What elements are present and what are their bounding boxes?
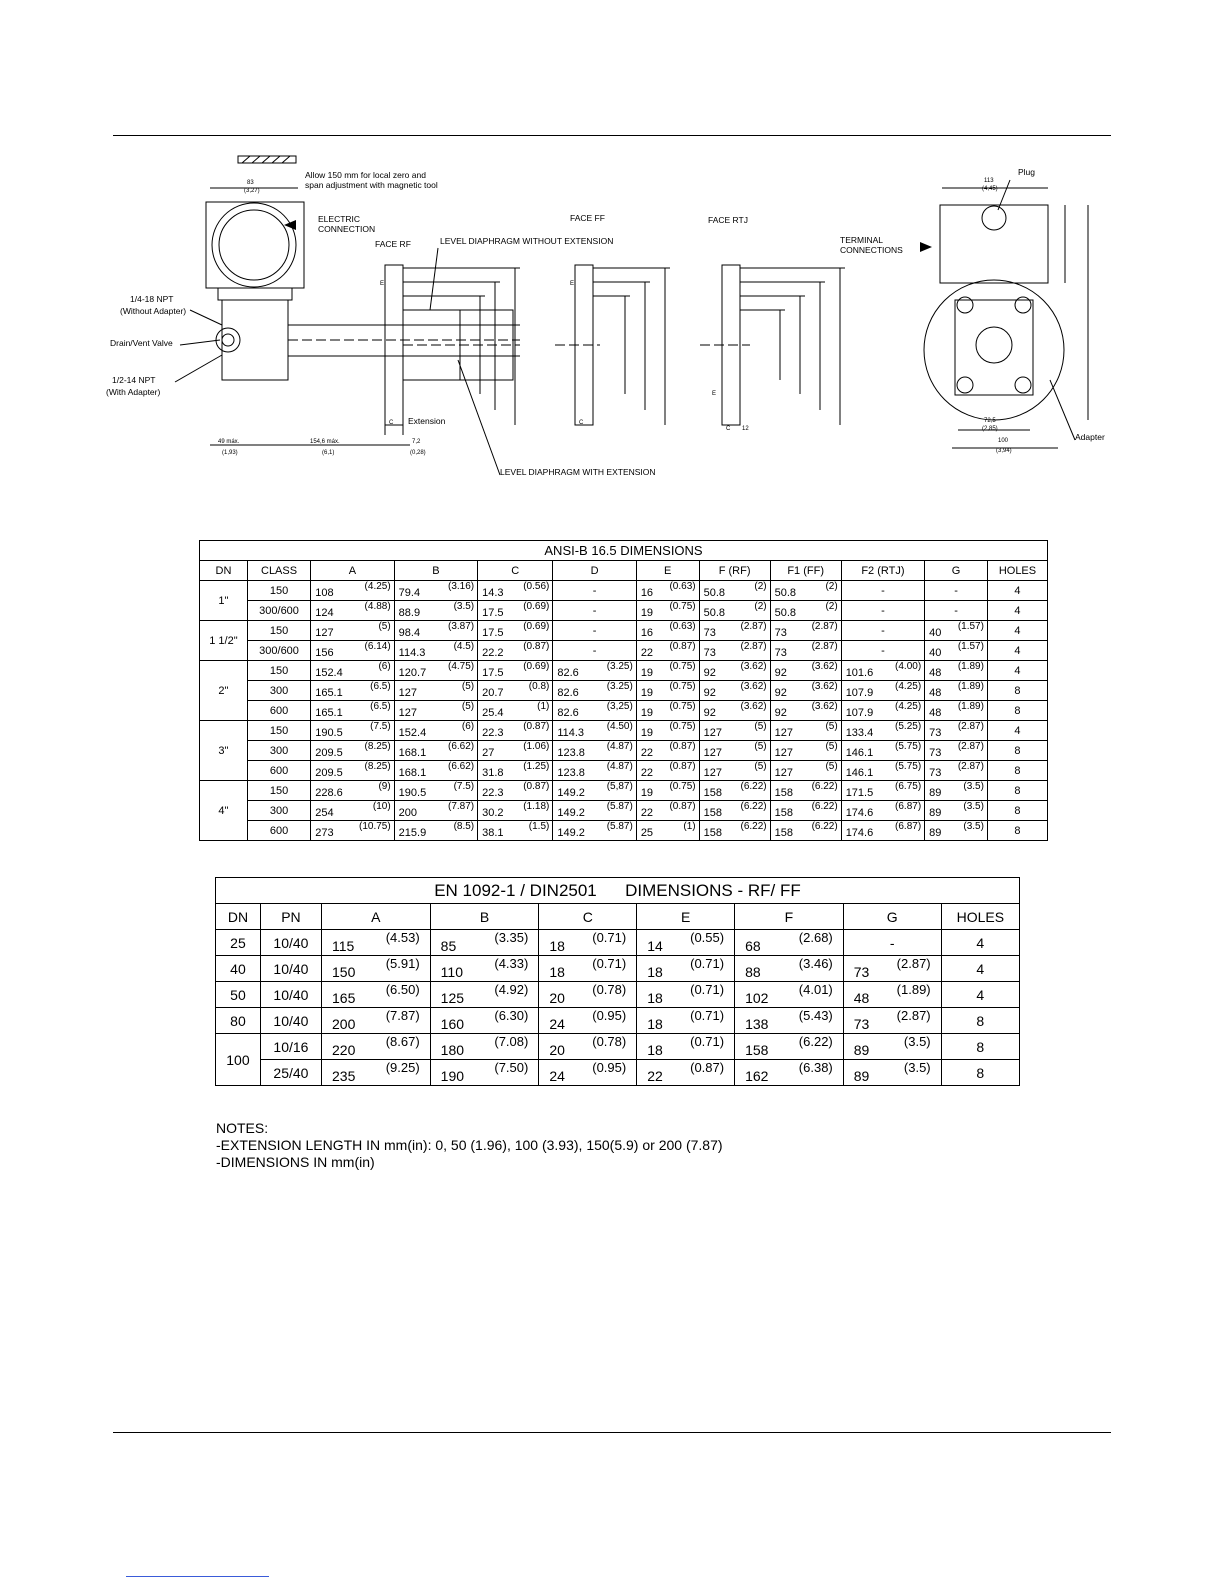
dim-c-rtj: C xyxy=(726,426,731,432)
ansi-holes: 8 xyxy=(987,681,1047,701)
table-row xyxy=(216,1034,1020,1060)
ansi-header: B xyxy=(394,561,477,581)
ansi-g: 89 (3.5) xyxy=(925,821,988,841)
ansi-a: 190.5 (7.5) xyxy=(311,721,394,741)
ansi-f2-rtj: - xyxy=(841,581,924,601)
ansi-holes: 8 xyxy=(987,701,1047,721)
en-f: 68 (2.68) xyxy=(735,930,844,956)
table-row xyxy=(200,701,1048,721)
ansi-f1-ff: 73 (2.87) xyxy=(770,621,841,641)
ansi-class: 300 xyxy=(247,801,310,821)
npt-quarter-sub-label: (Without Adapter) xyxy=(120,306,187,316)
ansi-b: 88.9 (3.5) xyxy=(394,601,477,621)
ansi-class: 300 xyxy=(247,741,310,761)
drain-vent-label: Drain/Vent Valve xyxy=(110,338,173,348)
en-header: G xyxy=(843,904,941,930)
ansi-d: - xyxy=(553,621,636,641)
dim-7-in: (0,28) xyxy=(410,450,426,456)
en-holes: 4 xyxy=(941,956,1019,982)
ansi-b: 200 (7.87) xyxy=(394,801,477,821)
ansi-d: 149.2 (5.87) xyxy=(553,821,636,841)
en-g: 89 (3.5) xyxy=(843,1034,941,1060)
en-f: 158 (6.22) xyxy=(735,1034,844,1060)
notes-title: NOTES: xyxy=(216,1120,269,1136)
table-row xyxy=(200,581,1048,601)
en-c: 24 (0.95) xyxy=(539,1060,637,1086)
ansi-e: 19 (0.75) xyxy=(636,781,699,801)
ansi-f1-ff: 158 (6.22) xyxy=(770,801,841,821)
ansi-f1-ff: 127 (5) xyxy=(770,741,841,761)
ansi-e: 19 (0.75) xyxy=(636,661,699,681)
en-a: 200 (7.87) xyxy=(322,1008,431,1034)
ansi-dn: 4" xyxy=(200,781,248,841)
ansi-holes: 4 xyxy=(987,581,1047,601)
dim-113: 113 xyxy=(984,178,994,184)
ansi-class: 600 xyxy=(247,701,310,721)
table-row xyxy=(216,1008,1020,1034)
ansi-g: 40 (1.57) xyxy=(925,641,988,661)
ansi-dn: 2" xyxy=(200,661,248,721)
ansi-header: A xyxy=(311,561,394,581)
ansi-b: 190.5 (7.5) xyxy=(394,781,477,801)
table-row xyxy=(200,721,1048,741)
en-e: 22 (0.87) xyxy=(637,1060,735,1086)
en-c: 20 (0.78) xyxy=(539,982,637,1008)
ansi-c: 17.5 (0.69) xyxy=(478,621,553,641)
ansi-a: 165.1 (6.5) xyxy=(311,681,394,701)
ansi-g: 40 (1.57) xyxy=(925,621,988,641)
en-f: 162 (6.38) xyxy=(735,1060,844,1086)
en-pn: 10/40 xyxy=(260,1008,321,1034)
en-header: E xyxy=(637,904,735,930)
ansi-a: 127 (5) xyxy=(311,621,394,641)
ansi-c: 17.5 (0.69) xyxy=(478,661,553,681)
ansi-b: 98.4 (3.87) xyxy=(394,621,477,641)
ansi-f-rf: 127 (5) xyxy=(699,721,770,741)
en-pn: 10/40 xyxy=(260,956,321,982)
top-rule xyxy=(113,135,1111,136)
ansi-f1-ff: 158 (6.22) xyxy=(770,781,841,801)
ansi-b: 168.1 (6.62) xyxy=(394,741,477,761)
en-pn: 25/40 xyxy=(260,1060,321,1086)
dim-154-in: (6,1) xyxy=(322,450,335,456)
table-row xyxy=(200,641,1048,661)
ansi-e: 19 (0.75) xyxy=(636,701,699,721)
ansi-g: 89 (3.5) xyxy=(925,781,988,801)
ansi-f1-ff: 127 (5) xyxy=(770,761,841,781)
ansi-b: 215.9 (8.5) xyxy=(394,821,477,841)
en-pn: 10/40 xyxy=(260,982,321,1008)
en-header: A xyxy=(322,904,431,930)
ansi-d: - xyxy=(553,641,636,661)
en-header: DN xyxy=(216,904,261,930)
ansi-holes: 4 xyxy=(987,601,1047,621)
ansi-class: 150 xyxy=(247,781,310,801)
en-e: 18 (0.71) xyxy=(637,1008,735,1034)
ansi-e: 16 (0.63) xyxy=(636,621,699,641)
ansi-header: F1 (FF) xyxy=(770,561,841,581)
en-a: 115 (4.53) xyxy=(322,930,431,956)
ansi-header: D xyxy=(553,561,636,581)
dim-49: 49 máx. xyxy=(218,439,240,445)
en-dimensions-table xyxy=(215,877,1020,1086)
ansi-c: 22.3 (0.87) xyxy=(478,721,553,741)
en-pn: 10/16 xyxy=(260,1034,321,1060)
en-dn: 100 xyxy=(216,1034,261,1086)
ansi-g: 73 (2.87) xyxy=(925,761,988,781)
ansi-f2-rtj: 174.6 (6.87) xyxy=(841,801,924,821)
ansi-f2-rtj: - xyxy=(841,641,924,661)
table-row xyxy=(216,930,1020,956)
ansi-c: 38.1 (1.5) xyxy=(478,821,553,841)
ansi-e: 22 (0.87) xyxy=(636,801,699,821)
en-holes: 4 xyxy=(941,930,1019,956)
en-g: 89 (3.5) xyxy=(843,1060,941,1086)
table-row xyxy=(200,781,1048,801)
ansi-f-rf: 92 (3.62) xyxy=(699,701,770,721)
dim-154: 154,6 máx. xyxy=(310,439,340,445)
ansi-d: 82.6 (3,25) xyxy=(553,701,636,721)
dim-c-rf: C xyxy=(389,420,394,426)
notes xyxy=(216,1120,723,1171)
ansi-header: F (RF) xyxy=(699,561,770,581)
dim-c-ff: C xyxy=(579,420,584,426)
en-header: B xyxy=(430,904,539,930)
ansi-f-rf: 127 (5) xyxy=(699,761,770,781)
dim-113-in: (4,45) xyxy=(982,186,998,192)
level-with-extension-label: LEVEL DIAPHRAGM WITH EXTENSION xyxy=(500,467,656,477)
table-row xyxy=(200,821,1048,841)
dim-100: 100 xyxy=(998,438,1009,444)
ansi-class: 300 xyxy=(247,681,310,701)
ansi-f-rf: 92 (3.62) xyxy=(699,661,770,681)
ansi-f2-rtj: 171.5 (6.75) xyxy=(841,781,924,801)
ansi-d: 149.2 (5.87) xyxy=(553,801,636,821)
terminal-connections-label-2: CONNECTIONS xyxy=(840,245,903,255)
en-header: PN xyxy=(260,904,321,930)
ansi-g: 89 (3.5) xyxy=(925,801,988,821)
dim-49-in: (1,93) xyxy=(222,450,238,456)
ansi-class: 300/600 xyxy=(247,601,310,621)
ansi-class: 600 xyxy=(247,761,310,781)
ansi-f1-ff: 92 (3.62) xyxy=(770,701,841,721)
dim-7: 7,2 xyxy=(412,439,421,445)
ansi-f-rf: 73 (2.87) xyxy=(699,641,770,661)
table-row xyxy=(200,801,1048,821)
ansi-f1-ff: 50.8 (2) xyxy=(770,601,841,621)
ansi-f-rf: 158 (6.22) xyxy=(699,781,770,801)
ansi-header: CLASS xyxy=(247,561,310,581)
notes-units-line: -DIMENSIONS IN mm(in) xyxy=(216,1154,375,1170)
en-e: 18 (0.71) xyxy=(637,1034,735,1060)
ansi-e: 19 (0.75) xyxy=(636,721,699,741)
ansi-f1-ff: 92 (3.62) xyxy=(770,681,841,701)
table-row xyxy=(200,621,1048,641)
ansi-f1-ff: 50.8 (2) xyxy=(770,581,841,601)
ansi-c: 17.5 (0.69) xyxy=(478,601,553,621)
ansi-a: 254 (10) xyxy=(311,801,394,821)
en-a: 220 (8.67) xyxy=(322,1034,431,1060)
ansi-a: 156 (6.14) xyxy=(311,641,394,661)
ansi-dn: 1" xyxy=(200,581,248,621)
dim-72: 72,5 xyxy=(984,418,996,424)
ansi-g: - xyxy=(925,601,988,621)
en-header: HOLES xyxy=(941,904,1019,930)
ansi-f2-rtj: - xyxy=(841,621,924,641)
ansi-f-rf: 127 (5) xyxy=(699,741,770,761)
extension-label: Extension xyxy=(408,416,446,426)
en-b: 160 (6.30) xyxy=(430,1008,539,1034)
ansi-header: DN xyxy=(200,561,248,581)
en-holes: 8 xyxy=(941,1008,1019,1034)
ansi-b: 127 (5) xyxy=(394,681,477,701)
en-e: 14 (0.55) xyxy=(637,930,735,956)
ansi-c: 20.7 (0.8) xyxy=(478,681,553,701)
en-b: 85 (3.35) xyxy=(430,930,539,956)
npt-half-sub-label: (With Adapter) xyxy=(106,387,161,397)
ansi-class: 150 xyxy=(247,661,310,681)
ansi-class: 150 xyxy=(247,621,310,641)
ansi-header: HOLES xyxy=(987,561,1047,581)
dim-100-in: (3,94) xyxy=(996,448,1012,454)
ansi-g: 73 (2.87) xyxy=(925,741,988,761)
en-pn: 10/40 xyxy=(260,930,321,956)
ansi-g: - xyxy=(925,581,988,601)
ansi-f2-rtj: 107.9 (4.25) xyxy=(841,701,924,721)
ansi-e: 19 (0.75) xyxy=(636,601,699,621)
en-c: 20 (0.78) xyxy=(539,1034,637,1060)
face-rf-label: FACE RF xyxy=(375,239,411,249)
ansi-f2-rtj: 146.1 (5.75) xyxy=(841,741,924,761)
ansi-c: 22.3 (0.87) xyxy=(478,781,553,801)
ansi-c: 31.8 (1.25) xyxy=(478,761,553,781)
ansi-d: 149.2 (5,87) xyxy=(553,781,636,801)
ansi-f1-ff: 158 (6.22) xyxy=(770,821,841,841)
en-dn: 50 xyxy=(216,982,261,1008)
ansi-holes: 8 xyxy=(987,761,1047,781)
ansi-d: - xyxy=(553,581,636,601)
ansi-f2-rtj: 174.6 (6.87) xyxy=(841,821,924,841)
dim-e-ff: E xyxy=(570,281,575,287)
en-b: 180 (7.08) xyxy=(430,1034,539,1060)
ansi-c: 30.2 (1.18) xyxy=(478,801,553,821)
ansi-a: 228.6 (9) xyxy=(311,781,394,801)
ansi-g: 48 (1.89) xyxy=(925,661,988,681)
table-row xyxy=(216,1060,1020,1086)
en-c: 18 (0.71) xyxy=(539,930,637,956)
ansi-b: 152.4 (6) xyxy=(394,721,477,741)
zero-note-1: Allow 150 mm for local zero and xyxy=(305,170,426,180)
ansi-a: 209.5 (8.25) xyxy=(311,761,394,781)
table-row xyxy=(200,601,1048,621)
ansi-c: 22.2 (0.87) xyxy=(478,641,553,661)
ansi-f-rf: 158 (6.22) xyxy=(699,801,770,821)
electric-connection-label: ELECTRIC xyxy=(318,214,361,224)
ansi-f2-rtj: 101.6 (4.00) xyxy=(841,661,924,681)
en-title: EN 1092-1 / DIN2501 DIMENSIONS - RF/ FF xyxy=(216,878,1020,904)
ansi-holes: 4 xyxy=(987,721,1047,741)
en-holes: 8 xyxy=(941,1060,1019,1086)
ansi-header: G xyxy=(925,561,988,581)
ansi-d: 114.3 (4.50) xyxy=(553,721,636,741)
ansi-e: 19 (0.75) xyxy=(636,681,699,701)
dim-e-rtj: E xyxy=(712,391,717,397)
en-holes: 8 xyxy=(941,1034,1019,1060)
notes-extension-line: -EXTENSION LENGTH IN mm(in): 0, 50 (1.96), 100 (3.93), 150(5.9) or 200 (7.87) xyxy=(216,1137,723,1153)
en-a: 150 (5.91) xyxy=(322,956,431,982)
ansi-a: 209.5 (8.25) xyxy=(311,741,394,761)
en-header: F xyxy=(735,904,844,930)
en-dn: 25 xyxy=(216,930,261,956)
en-dn: 40 xyxy=(216,956,261,982)
ansi-header: F2 (RTJ) xyxy=(841,561,924,581)
footer-link-underline[interactable] xyxy=(126,1576,269,1577)
ansi-f-rf: 158 (6.22) xyxy=(699,821,770,841)
en-a: 235 (9.25) xyxy=(322,1060,431,1086)
ansi-d: 82.6 (3.25) xyxy=(553,681,636,701)
ansi-e: 22 (0.87) xyxy=(636,761,699,781)
ansi-g: 73 (2.87) xyxy=(925,721,988,741)
ansi-b: 114.3 (4.5) xyxy=(394,641,477,661)
ansi-b: 168.1 (6.62) xyxy=(394,761,477,781)
ansi-dimensions-table xyxy=(199,540,1048,841)
plug-label: Plug xyxy=(1018,167,1036,177)
en-e: 18 (0.71) xyxy=(637,982,735,1008)
ansi-d: 123.8 (4.87) xyxy=(553,741,636,761)
ansi-header: C xyxy=(478,561,553,581)
ansi-dn: 3" xyxy=(200,721,248,781)
ansi-holes: 8 xyxy=(987,821,1047,841)
ansi-f-rf: 50.8 (2) xyxy=(699,601,770,621)
ansi-d: - xyxy=(553,601,636,621)
en-c: 24 (0.95) xyxy=(539,1008,637,1034)
en-holes: 4 xyxy=(941,982,1019,1008)
en-a: 165 (6.50) xyxy=(322,982,431,1008)
ansi-d: 123.8 (4.87) xyxy=(553,761,636,781)
ansi-e: 22 (0.87) xyxy=(636,641,699,661)
ansi-g: 48 (1.89) xyxy=(925,701,988,721)
dim-72-in: (2,85) xyxy=(982,426,998,432)
ansi-a: 152.4 (6) xyxy=(311,661,394,681)
ansi-a: 273 (10.75) xyxy=(311,821,394,841)
ansi-e: 25 (1) xyxy=(636,821,699,841)
ansi-holes: 4 xyxy=(987,621,1047,641)
ansi-f1-ff: 73 (2.87) xyxy=(770,641,841,661)
en-b: 190 (7.50) xyxy=(430,1060,539,1086)
ansi-a: 124 (4.88) xyxy=(311,601,394,621)
ansi-f2-rtj: 133.4 (5.25) xyxy=(841,721,924,741)
bottom-rule xyxy=(113,1432,1111,1433)
ansi-holes: 4 xyxy=(987,641,1047,661)
zero-note-2: span adjustment with magnetic tool xyxy=(305,180,438,190)
en-b: 125 (4.92) xyxy=(430,982,539,1008)
terminal-connections-label: TERMINAL xyxy=(840,235,883,245)
dim-e-rf: E xyxy=(380,281,385,287)
ansi-holes: 8 xyxy=(987,781,1047,801)
ansi-header: E xyxy=(636,561,699,581)
ansi-f1-ff: 127 (5) xyxy=(770,721,841,741)
ansi-g: 48 (1.89) xyxy=(925,681,988,701)
electric-connection-label-2: CONNECTION xyxy=(318,224,376,234)
dim-83-in: (3,27) xyxy=(244,188,260,194)
ansi-class: 600 xyxy=(247,821,310,841)
table-row xyxy=(200,661,1048,681)
ansi-a: 108 (4.25) xyxy=(311,581,394,601)
en-c: 18 (0.71) xyxy=(539,956,637,982)
table-row xyxy=(200,741,1048,761)
ansi-holes: 8 xyxy=(987,741,1047,761)
en-g: 73 (2.87) xyxy=(843,1008,941,1034)
ansi-b: 79.4 (3.16) xyxy=(394,581,477,601)
en-e: 18 (0.71) xyxy=(637,956,735,982)
ansi-c: 14.3 (0.56) xyxy=(478,581,553,601)
ansi-title: ANSI-B 16.5 DIMENSIONS xyxy=(200,541,1048,561)
table-row xyxy=(200,681,1048,701)
dim-83: 83 xyxy=(247,180,254,186)
en-dn: 80 xyxy=(216,1008,261,1034)
ansi-class: 300/600 xyxy=(247,641,310,661)
ansi-f2-rtj: - xyxy=(841,601,924,621)
en-f: 102 (4.01) xyxy=(735,982,844,1008)
ansi-holes: 4 xyxy=(987,661,1047,681)
ansi-f-rf: 92 (3.62) xyxy=(699,681,770,701)
face-ff-label: FACE FF xyxy=(570,213,605,223)
ansi-d: 82.6 (3.25) xyxy=(553,661,636,681)
ansi-f1-ff: 92 (3.62) xyxy=(770,661,841,681)
ansi-dn: 1 1/2" xyxy=(200,621,248,661)
en-g: - xyxy=(843,930,941,956)
ansi-c: 27 (1.06) xyxy=(478,741,553,761)
dim-12: 12 xyxy=(742,426,749,432)
ansi-f2-rtj: 107.9 (4.25) xyxy=(841,681,924,701)
en-g: 73 (2.87) xyxy=(843,956,941,982)
adapter-label: Adapter xyxy=(1075,432,1105,442)
ansi-b: 120.7 (4.75) xyxy=(394,661,477,681)
table-row xyxy=(216,956,1020,982)
dimension-drawing xyxy=(100,150,1120,490)
en-header: C xyxy=(539,904,637,930)
ansi-f-rf: 73 (2.87) xyxy=(699,621,770,641)
level-without-extension-label: LEVEL DIAPHRAGM WITHOUT EXTENSION xyxy=(440,236,614,246)
table-row xyxy=(200,761,1048,781)
table-row xyxy=(216,982,1020,1008)
ansi-f2-rtj: 146.1 (5.75) xyxy=(841,761,924,781)
ansi-a: 165.1 (6.5) xyxy=(311,701,394,721)
ansi-holes: 8 xyxy=(987,801,1047,821)
ansi-e: 22 (0.87) xyxy=(636,741,699,761)
ansi-b: 127 (5) xyxy=(394,701,477,721)
en-f: 88 (3.46) xyxy=(735,956,844,982)
en-b: 110 (4.33) xyxy=(430,956,539,982)
npt-quarter-label: 1/4-18 NPT xyxy=(130,294,174,304)
ansi-class: 150 xyxy=(247,581,310,601)
en-f: 138 (5.43) xyxy=(735,1008,844,1034)
en-g: 48 (1.89) xyxy=(843,982,941,1008)
npt-half-label: 1/2-14 NPT xyxy=(112,375,156,385)
ansi-e: 16 (0.63) xyxy=(636,581,699,601)
ansi-c: 25.4 (1) xyxy=(478,701,553,721)
ansi-f-rf: 50.8 (2) xyxy=(699,581,770,601)
face-rtj-label: FACE RTJ xyxy=(708,215,748,225)
ansi-class: 150 xyxy=(247,721,310,741)
